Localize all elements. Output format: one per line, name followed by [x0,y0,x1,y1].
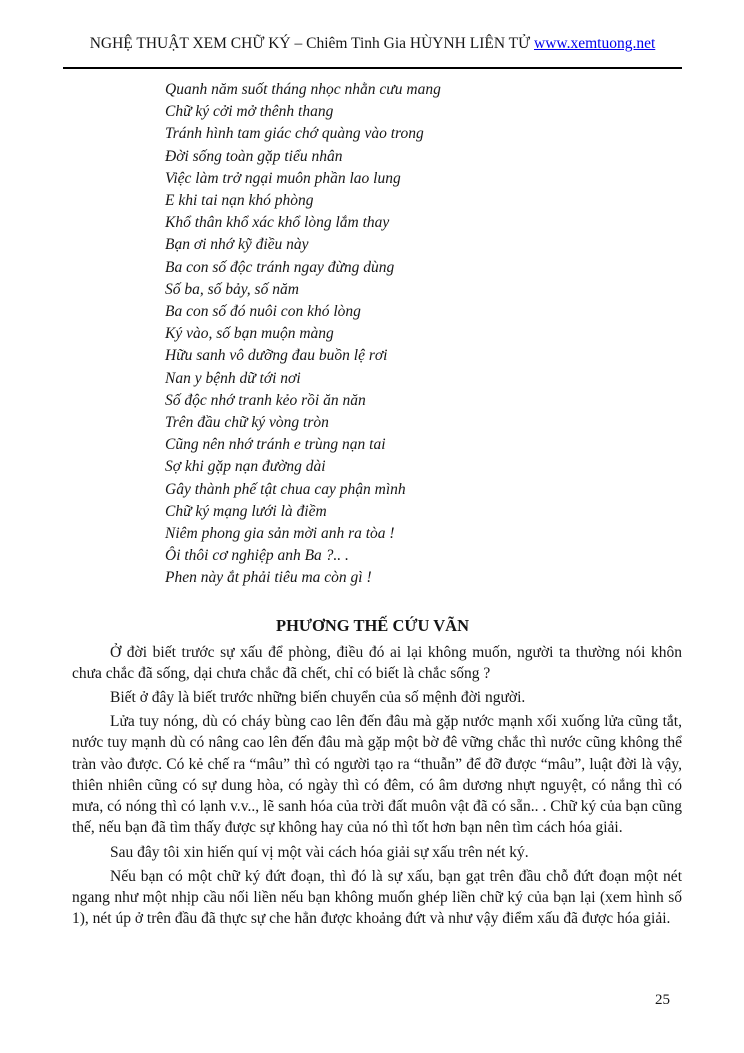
poem-line: Ôi thôi cơ nghiệp anh Ba ?.. . [165,547,349,565]
poem-block [165,79,682,590]
poem-line: Tránh hình tam giác chớ quàng vào trong [165,125,424,143]
poem-line: Nan y bệnh dữ tới nơi [165,369,301,387]
poem-line: Bạn ơi nhớ kỹ điều này [165,236,309,254]
poem-line: Gây thành phế tật chua cay phận mình [165,480,406,498]
poem-line: Đời sống toàn gặp tiểu nhân [165,147,343,165]
poem-line: Chữ ký mạng lưới là điềm [165,502,327,520]
poem-line: Phen này ắt phải tiêu ma còn gì ! [165,569,372,587]
page-number: 25 [655,992,670,1008]
body-text [72,642,682,930]
poem-line: Cũng nên nhớ tránh e trùng nạn tai [165,436,386,454]
poem-line: Khổ thân khổ xác khổ lòng lắm thay [165,214,390,232]
poem-line: Ký vào, số bạn muộn màng [165,325,334,343]
poem-line: Số ba, số bảy, số năm [165,280,299,298]
header-title: NGHỆ THUẬT XEM CHỮ KÝ – Chiêm Tinh Gia HÙYNH LIÊN TỬ [89,35,534,52]
poem-line: Hữu sanh vô dưỡng đau buồn lệ rơi [165,347,388,365]
poem-line: Chữ ký cởi mở thênh thang [165,103,334,121]
paragraph: Nếu bạn có một chữ ký đứt đoạn, thì đó là sự xấu, bạn gạt trên đầu chỗ đứt đoạn một nét ngang như một nhịp cầu nối liền nếu bạn không muốn ghép liền chữ ký của bạn lại (xem hình số 1), nét úp ở trên đầu đã thực sự che hẳn được khoảng đứt và như vậy điểm xấu đã được hóa giải. [72,867,682,928]
poem-line: Sợ khi gặp nạn đường dài [165,458,326,476]
poem-line: Việc làm trở ngại muôn phần lao lung [165,169,401,187]
paragraph: Sau đây tôi xin hiến quí vị một vài cách hóa giải sự xấu trên nét ký. [110,843,529,861]
poem-line: Số độc nhớ tranh kẻo rồi ăn năn [165,391,366,409]
paragraph: Ở đời biết trước sự xấu để phòng, điều đó ai lại không muốn, người ta thường nói khôn chưa chắc đã sống, dại chưa chắc đã chết, chỉ có biết là chắc sống ? [72,643,682,682]
section-heading: PHƯƠNG THẾ CỨU VÃN [276,615,469,635]
poem-line: E khi tai nạn khó phòng [165,192,314,210]
poem-line: Quanh năm suốt tháng nhọc nhằn cưu mang [165,81,441,98]
paragraph: Lửa tuy nóng, dù có cháy bùng cao lên đến đâu mà gặp nước mạnh xối xuống lửa cũng tắt, nước tuy mạnh dù có nâng cao lên đến đâu mà gặp một bờ đê vững chắc thì nước cũng không thể tràn vào được. Có kẻ chế ra “mâu” thì có người tạo ra “thuẫn” để đỡ được “mâu”, luật đời là vậy, thiên nhiên cũng có sự dung hòa, có ngày thì có đêm, có âm dương nhựt nguyệt, có nắng thì có mưa, có nóng thì có lạnh v.v.., lẽ sanh hóa của trời đất muôn vật đã có sẵn.. . Chữ ký của bạn cũng thế, nếu bạn đã tìm thấy được sự không hay của nó thì tốt hơn bạn nên tìm cách hóa giải. [72,713,682,837]
paragraph: Biết ở đây là biết trước những biến chuyển của số mệnh đời người. [110,689,526,707]
page-header [63,34,682,54]
header-divider [63,67,682,69]
header-link[interactable]: www.xemtuong.net [534,35,656,52]
poem-line: Niêm phong gia sản mời anh ra tòa ! [165,525,395,543]
poem-line: Ba con số độc tránh ngay đừng dùng [165,258,395,276]
poem-line: Trên đầu chữ ký vòng tròn [165,414,329,432]
poem-line: Ba con số đó nuôi con khó lòng [165,303,361,321]
